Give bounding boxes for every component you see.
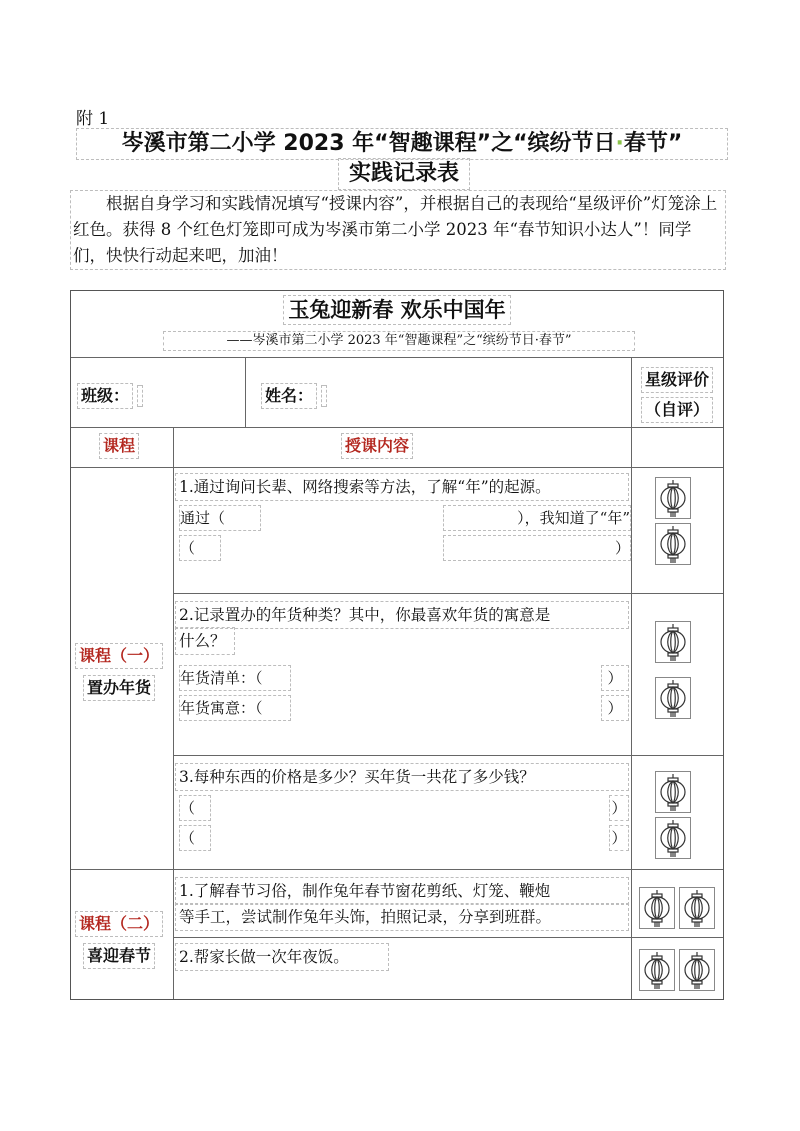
intro-paragraph: 根据自身学习和实践情况填写“授课内容”，并根据自己的表现给“星级评价”灯笼涂上红色。获得 8 个红色灯笼即可成为岑溪市第二小学 2023 年“春节知识小达人”！同学们，快快行动起来吧，加油！ xyxy=(70,190,726,270)
name-field[interactable] xyxy=(321,385,327,407)
title-part-b: 春节” xyxy=(623,131,683,156)
course1-task1-text: 1.通过询问长辈、网络搜索等方法，了解“年”的起源。 xyxy=(175,473,629,501)
record-table xyxy=(70,290,724,1000)
course1-task2-meaning-label: 年货寓意：（ xyxy=(179,695,291,721)
course1-name: 置办年货 xyxy=(83,675,155,701)
column-course-header: 课程 xyxy=(99,433,139,459)
class-field[interactable] xyxy=(137,385,143,407)
course1-task1-line-c: （ xyxy=(179,535,221,561)
banner-subtitle: ——岑溪市第二小学 2023 年“智趣课程”之“缤纷节日·春节” xyxy=(163,331,635,351)
title-part-a: 岑溪市第二小学 2023 年“智趣课程”之“缤纷节日 xyxy=(121,131,616,156)
banner-title: 玉兔迎新春 欢乐中国年 xyxy=(283,295,510,325)
lantern-icon[interactable] xyxy=(655,817,691,859)
page-subtitle: 实践记录表 xyxy=(338,158,470,190)
page-title xyxy=(76,128,728,160)
lantern-icon[interactable] xyxy=(655,621,691,663)
course1-task3-text: 3.每种东西的价格是多少？买年货一共花了多少钱？ xyxy=(175,763,629,791)
lantern-icon[interactable] xyxy=(679,949,715,991)
lantern-icon[interactable] xyxy=(639,887,675,929)
course2-name: 喜迎春节 xyxy=(83,943,155,969)
lantern-icon[interactable] xyxy=(655,771,691,813)
course1-task3-open-1: （ xyxy=(179,795,211,821)
rating-label: 星级评价 xyxy=(641,367,713,393)
course1-task3-open-2: （ xyxy=(179,825,211,851)
course2-task1-text2: 等手工，尝试制作兔年头饰，拍照记录，分享到班群。 xyxy=(175,903,629,931)
class-label: 班级： xyxy=(77,383,133,409)
column-content-header: 授课内容 xyxy=(341,433,413,459)
course1-task1-line-a: 通过（ xyxy=(179,505,261,531)
table-banner xyxy=(71,291,723,325)
lantern-icon[interactable] xyxy=(655,477,691,519)
name-label: 姓名： xyxy=(261,383,317,409)
course1-task3-close-1: ） xyxy=(609,795,629,821)
lantern-icon[interactable] xyxy=(679,887,715,929)
title-dot: · xyxy=(615,131,624,156)
course1-task1-line-b: ），我知道了“年” xyxy=(443,505,631,531)
lantern-icon[interactable] xyxy=(655,677,691,719)
appendix-label: 附 1 xyxy=(76,109,110,129)
course2-label: 课程（二） xyxy=(75,911,163,937)
course1-task2-text: 2.记录置办的年货种类？其中，你最喜欢年货的寓意是 xyxy=(175,601,629,629)
course1-task2-list-close: ） xyxy=(601,665,629,691)
lantern-icon[interactable] xyxy=(655,523,691,565)
rating-self-label: （自评） xyxy=(641,397,713,423)
course1-task2-list-label: 年货清单：（ xyxy=(179,665,291,691)
lantern-icon[interactable] xyxy=(639,949,675,991)
course1-task2-text2: 什么？ xyxy=(175,627,235,655)
course1-label: 课程（一） xyxy=(75,643,163,669)
course1-task2-meaning-close: ） xyxy=(601,695,629,721)
course2-task1-text: 1.了解春节习俗，制作兔年春节窗花剪纸、灯笼、鞭炮 xyxy=(175,877,629,905)
course1-task3-close-2: ） xyxy=(609,825,629,851)
course1-task1-line-d: ） xyxy=(443,535,631,561)
course2-task2-text: 2.帮家长做一次年夜饭。 xyxy=(175,943,389,971)
